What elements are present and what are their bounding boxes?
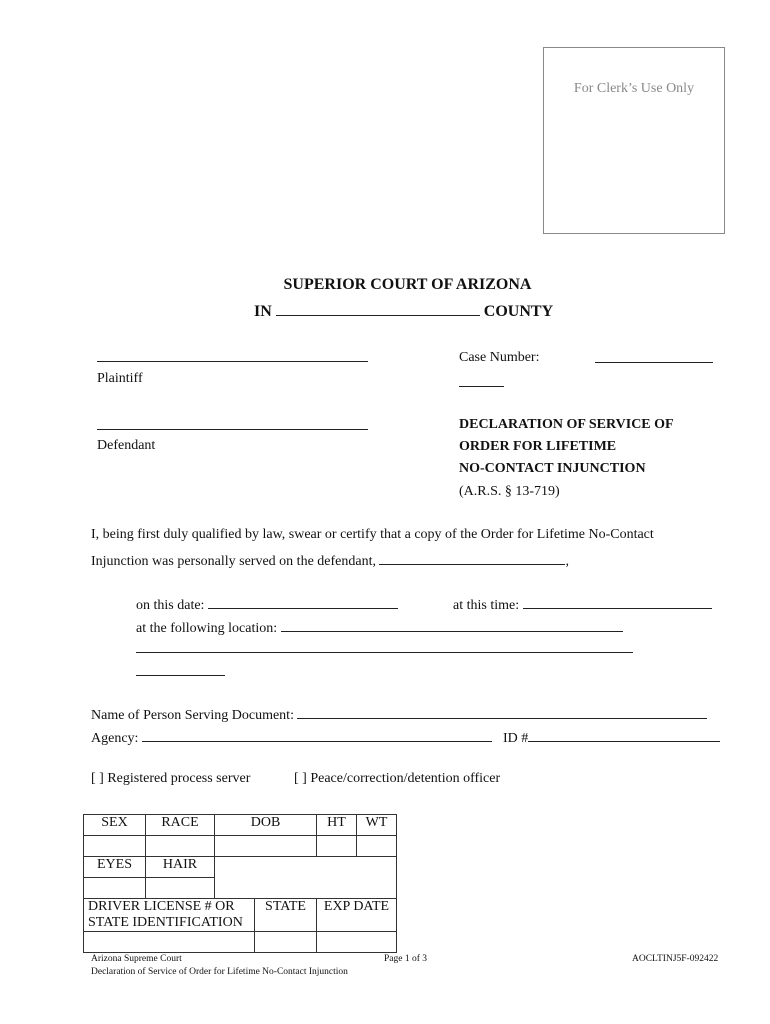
declaration-line-1: I, being first duly qualified by law, swear or certify that a copy of the Order for Lifetime No-Contact — [91, 527, 654, 542]
exp-date-cell[interactable] — [317, 932, 397, 953]
doc-title-line-3: NO-CONTACT INJUNCTION — [459, 461, 646, 476]
doc-title-line-2: ORDER FOR LIFETIME — [459, 439, 617, 454]
service-location-label: at the following location: — [136, 621, 278, 636]
county-line — [254, 301, 553, 321]
footer-org: Arizona Supreme Court — [91, 954, 182, 964]
footer-page-number: Page 1 of 3 — [384, 954, 428, 964]
declaration-line-2-text: Injunction was personally served on the defendant, — [91, 554, 376, 569]
defendant-served-field[interactable] — [379, 550, 565, 565]
service-location-row — [136, 617, 623, 637]
clerk-use-box — [543, 47, 725, 234]
case-number-label: Case Number: — [459, 350, 540, 365]
peace-officer-checkbox[interactable]: [ ] Peace/correction/detention officer — [294, 771, 501, 786]
service-time-field[interactable] — [523, 594, 712, 609]
county-suffix: COUNTY — [483, 303, 554, 320]
process-server-checkbox[interactable]: [ ] Registered process server — [91, 771, 251, 786]
footer-doc-name: Declaration of Service of Order for Lifetime No-Contact Injunction — [91, 967, 348, 977]
license-header-line-1: DRIVER LICENSE # OR — [88, 899, 235, 914]
county-field[interactable] — [276, 301, 480, 316]
wt-cell[interactable] — [357, 836, 397, 857]
exp-date-header: EXP DATE — [317, 899, 397, 932]
doc-title-line-1: DECLARATION OF SERVICE OF — [459, 417, 674, 432]
sex-cell[interactable] — [84, 836, 146, 857]
service-location-field-line-3[interactable] — [136, 675, 225, 676]
clerk-use-label: For Clerk’s Use Only — [573, 81, 695, 96]
state-cell[interactable] — [255, 932, 317, 953]
agency-label: Agency: — [91, 731, 139, 746]
race-header: RACE — [146, 815, 215, 836]
agency-field[interactable] — [142, 727, 492, 742]
server-name-label: Name of Person Serving Document: — [91, 708, 294, 723]
statute-reference: (A.R.S. § 13-719) — [459, 484, 560, 499]
state-header: STATE — [255, 899, 317, 932]
wt-header: WT — [357, 815, 397, 836]
blank-area — [215, 857, 397, 899]
eyes-cell[interactable] — [84, 878, 146, 899]
service-date-label: on this date: — [136, 598, 205, 613]
defendant-name-field[interactable] — [97, 429, 368, 430]
dob-cell[interactable] — [215, 836, 317, 857]
hair-header: HAIR — [146, 857, 215, 878]
hair-cell[interactable] — [146, 878, 215, 899]
sex-header: SEX — [84, 815, 146, 836]
service-date-row — [136, 594, 398, 614]
case-number-field-continued[interactable] — [459, 386, 504, 387]
license-header — [84, 899, 255, 932]
dob-header: DOB — [215, 815, 317, 836]
id-row — [503, 727, 720, 747]
ht-header: HT — [317, 815, 357, 836]
eyes-header: EYES — [84, 857, 146, 878]
race-cell[interactable] — [146, 836, 215, 857]
declaration-comma: , — [565, 554, 569, 569]
footer-form-code: AOCLTINJ5F-092422 — [632, 954, 719, 964]
plaintiff-name-field[interactable] — [97, 361, 368, 362]
plaintiff-label: Plaintiff — [97, 371, 143, 386]
case-number-field[interactable] — [595, 362, 713, 363]
id-field[interactable] — [528, 727, 720, 742]
service-time-label: at this time: — [453, 598, 520, 613]
service-location-field[interactable] — [281, 617, 623, 632]
id-label: ID # — [503, 731, 529, 746]
server-name-row — [91, 704, 707, 724]
license-cell[interactable] — [84, 932, 255, 953]
defendant-identification-table — [83, 814, 397, 953]
ht-cell[interactable] — [317, 836, 357, 857]
county-prefix: IN — [254, 303, 272, 320]
server-name-field[interactable] — [297, 704, 707, 719]
defendant-label: Defendant — [97, 438, 156, 453]
agency-row — [91, 727, 492, 747]
court-title: SUPERIOR COURT OF ARIZONA — [283, 276, 532, 293]
service-date-field[interactable] — [208, 594, 398, 609]
service-location-field-line-2[interactable] — [136, 652, 633, 653]
license-header-line-2: STATE IDENTIFICATION — [88, 915, 243, 930]
declaration-line-2 — [91, 550, 569, 570]
service-time-row — [453, 594, 712, 614]
